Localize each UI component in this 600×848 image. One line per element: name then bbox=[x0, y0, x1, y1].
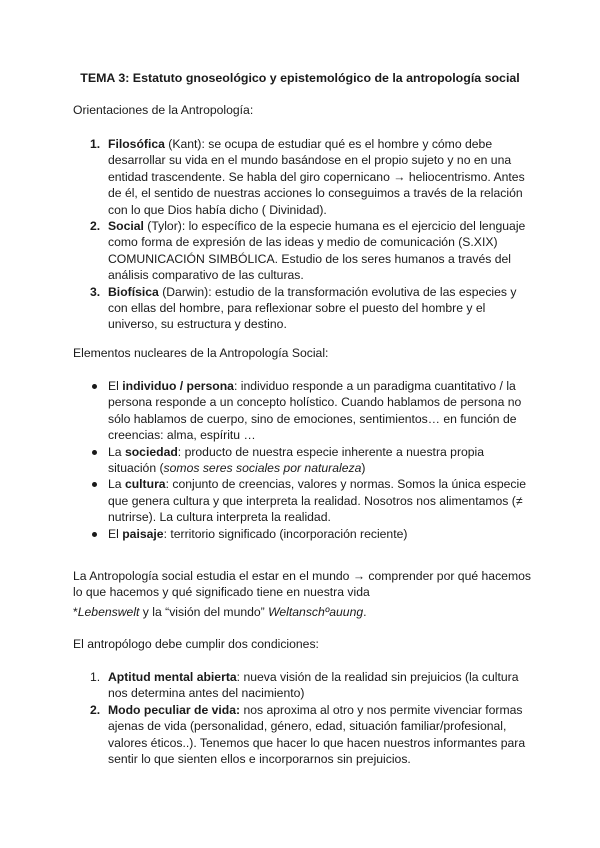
bullet-icon bbox=[92, 532, 97, 537]
note-star: * bbox=[73, 605, 78, 619]
note-term-1: Lebenswelt bbox=[77, 605, 140, 619]
item-text: (Tylor): lo específico de la especie humana es el ejercicio del lenguaje como forma de expresión de las ideas y medio de comunicación (S.XIX) COMUNICACIÓN SIMBÓLICA. Estudio de los seres humanos a través del análisis comparativo de las culturas. bbox=[108, 219, 526, 283]
item-text: (Darwin): estudio de la transformación evolutiva de las especies y con ellas del hombre, para reflexionar sobre el puesto del hombre y el universo, su estructura y destino. bbox=[108, 284, 517, 332]
item-tail: ) bbox=[361, 461, 366, 476]
item-prefix: El bbox=[108, 379, 123, 393]
condiciones-heading: El antropólogo debe cumplir dos condiciones: bbox=[73, 637, 319, 651]
bullet-icon bbox=[92, 450, 97, 455]
list-item bbox=[90, 526, 530, 542]
list-item bbox=[90, 218, 530, 284]
item-text: : nueva visión de la realidad sin prejuicios (la cultura nos determina antes del nacimiento) bbox=[108, 670, 519, 701]
elementos-list bbox=[90, 378, 530, 542]
item-text: (Kant): se ocupa de estudiar qué es el hombre y cómo debe desarrollar su vida en el mundo basándose en el propio sujeto y no en una entidad trascendente. Se habla del giro copernicano → heliocentrismo. Antes de él, el sentido de nuestras acciones lo conseguimos a través de la relación con lo que Dios había dicho ( Divinidad). bbox=[108, 137, 525, 217]
orientaciones-heading: Orientaciones de la Antropología: bbox=[73, 103, 254, 117]
bullet-icon bbox=[92, 384, 97, 389]
list-number: 3. bbox=[90, 284, 101, 299]
term: sociedad bbox=[124, 444, 178, 459]
term: Modo peculiar de vida: bbox=[108, 702, 241, 717]
term: paisaje bbox=[122, 526, 164, 541]
item-prefix: La bbox=[108, 477, 125, 492]
estudia-note bbox=[73, 604, 533, 620]
list-number: 2. bbox=[90, 702, 101, 717]
item-text: : producto de nuestra especie inherente a nuestra propia situación ( bbox=[108, 444, 485, 476]
estudia-paragraph: La Antropología social estudia el estar en el mundo → comprender por qué hacemos lo que hacemos y qué significado tiene en nuestra vida bbox=[73, 569, 531, 600]
list-item bbox=[90, 702, 530, 768]
term: Biofísica bbox=[108, 284, 159, 299]
term: individuo / persona bbox=[122, 379, 234, 393]
term: Social bbox=[108, 219, 144, 234]
list-item bbox=[90, 476, 530, 525]
orientaciones-list bbox=[90, 136, 530, 333]
item-text: : individuo responde a un paradigma cuantitativo / la persona responde a un concepto holístico. Cuando hablamos de persona no sólo hablamos de cuerpo, sino de emociones, sentimientos… en función de creencias: alma, espíritu … bbox=[108, 379, 522, 443]
list-item bbox=[90, 136, 530, 218]
item-text: : territorio significado (incorporación reciente) bbox=[163, 526, 408, 541]
item-italic: somos seres sociales por naturaleza bbox=[163, 461, 362, 476]
list-number: 1. bbox=[90, 670, 101, 684]
list-number: 1. bbox=[90, 137, 101, 151]
term: Filosófica bbox=[108, 137, 165, 151]
list-item bbox=[90, 669, 530, 702]
condiciones-list bbox=[90, 669, 530, 767]
item-prefix: El bbox=[108, 526, 123, 541]
item-text: nos aproxima al otro y nos permite vivenciar formas ajenas de vida (personalidad, género, edad, situación familiar/profesional, valores éticos..). Tenemos que hacer lo que hacen nuestros informantes para sentir lo que sienten ellos e incorporarnos sin prejuicios. bbox=[108, 702, 526, 767]
list-item bbox=[90, 284, 530, 333]
bullet-icon bbox=[92, 482, 97, 487]
elementos-heading: Elementos nucleares de la Antropología Social: bbox=[73, 346, 329, 360]
list-number: 2. bbox=[90, 219, 101, 234]
term: cultura bbox=[124, 477, 166, 492]
term: Aptitud mental abierta bbox=[108, 670, 237, 684]
list-item bbox=[90, 444, 530, 477]
note-term-2: Weltanschºauung bbox=[268, 605, 364, 619]
page-title: TEMA 3: Estatuto gnoseológico y epistemológico de la antropología social bbox=[80, 71, 520, 85]
list-item bbox=[90, 378, 530, 444]
note-end: . bbox=[363, 605, 367, 619]
item-text: : conjunto de creencias, valores y normas. Somos la única especie que genera cultura y que interpreta la realidad. Nosotros nos alimentamos (≠ nutrirse). La cultura interpreta la realidad. bbox=[108, 477, 526, 525]
item-prefix: La bbox=[108, 444, 125, 459]
note-middle: y la “visión del mundo” bbox=[139, 605, 269, 619]
